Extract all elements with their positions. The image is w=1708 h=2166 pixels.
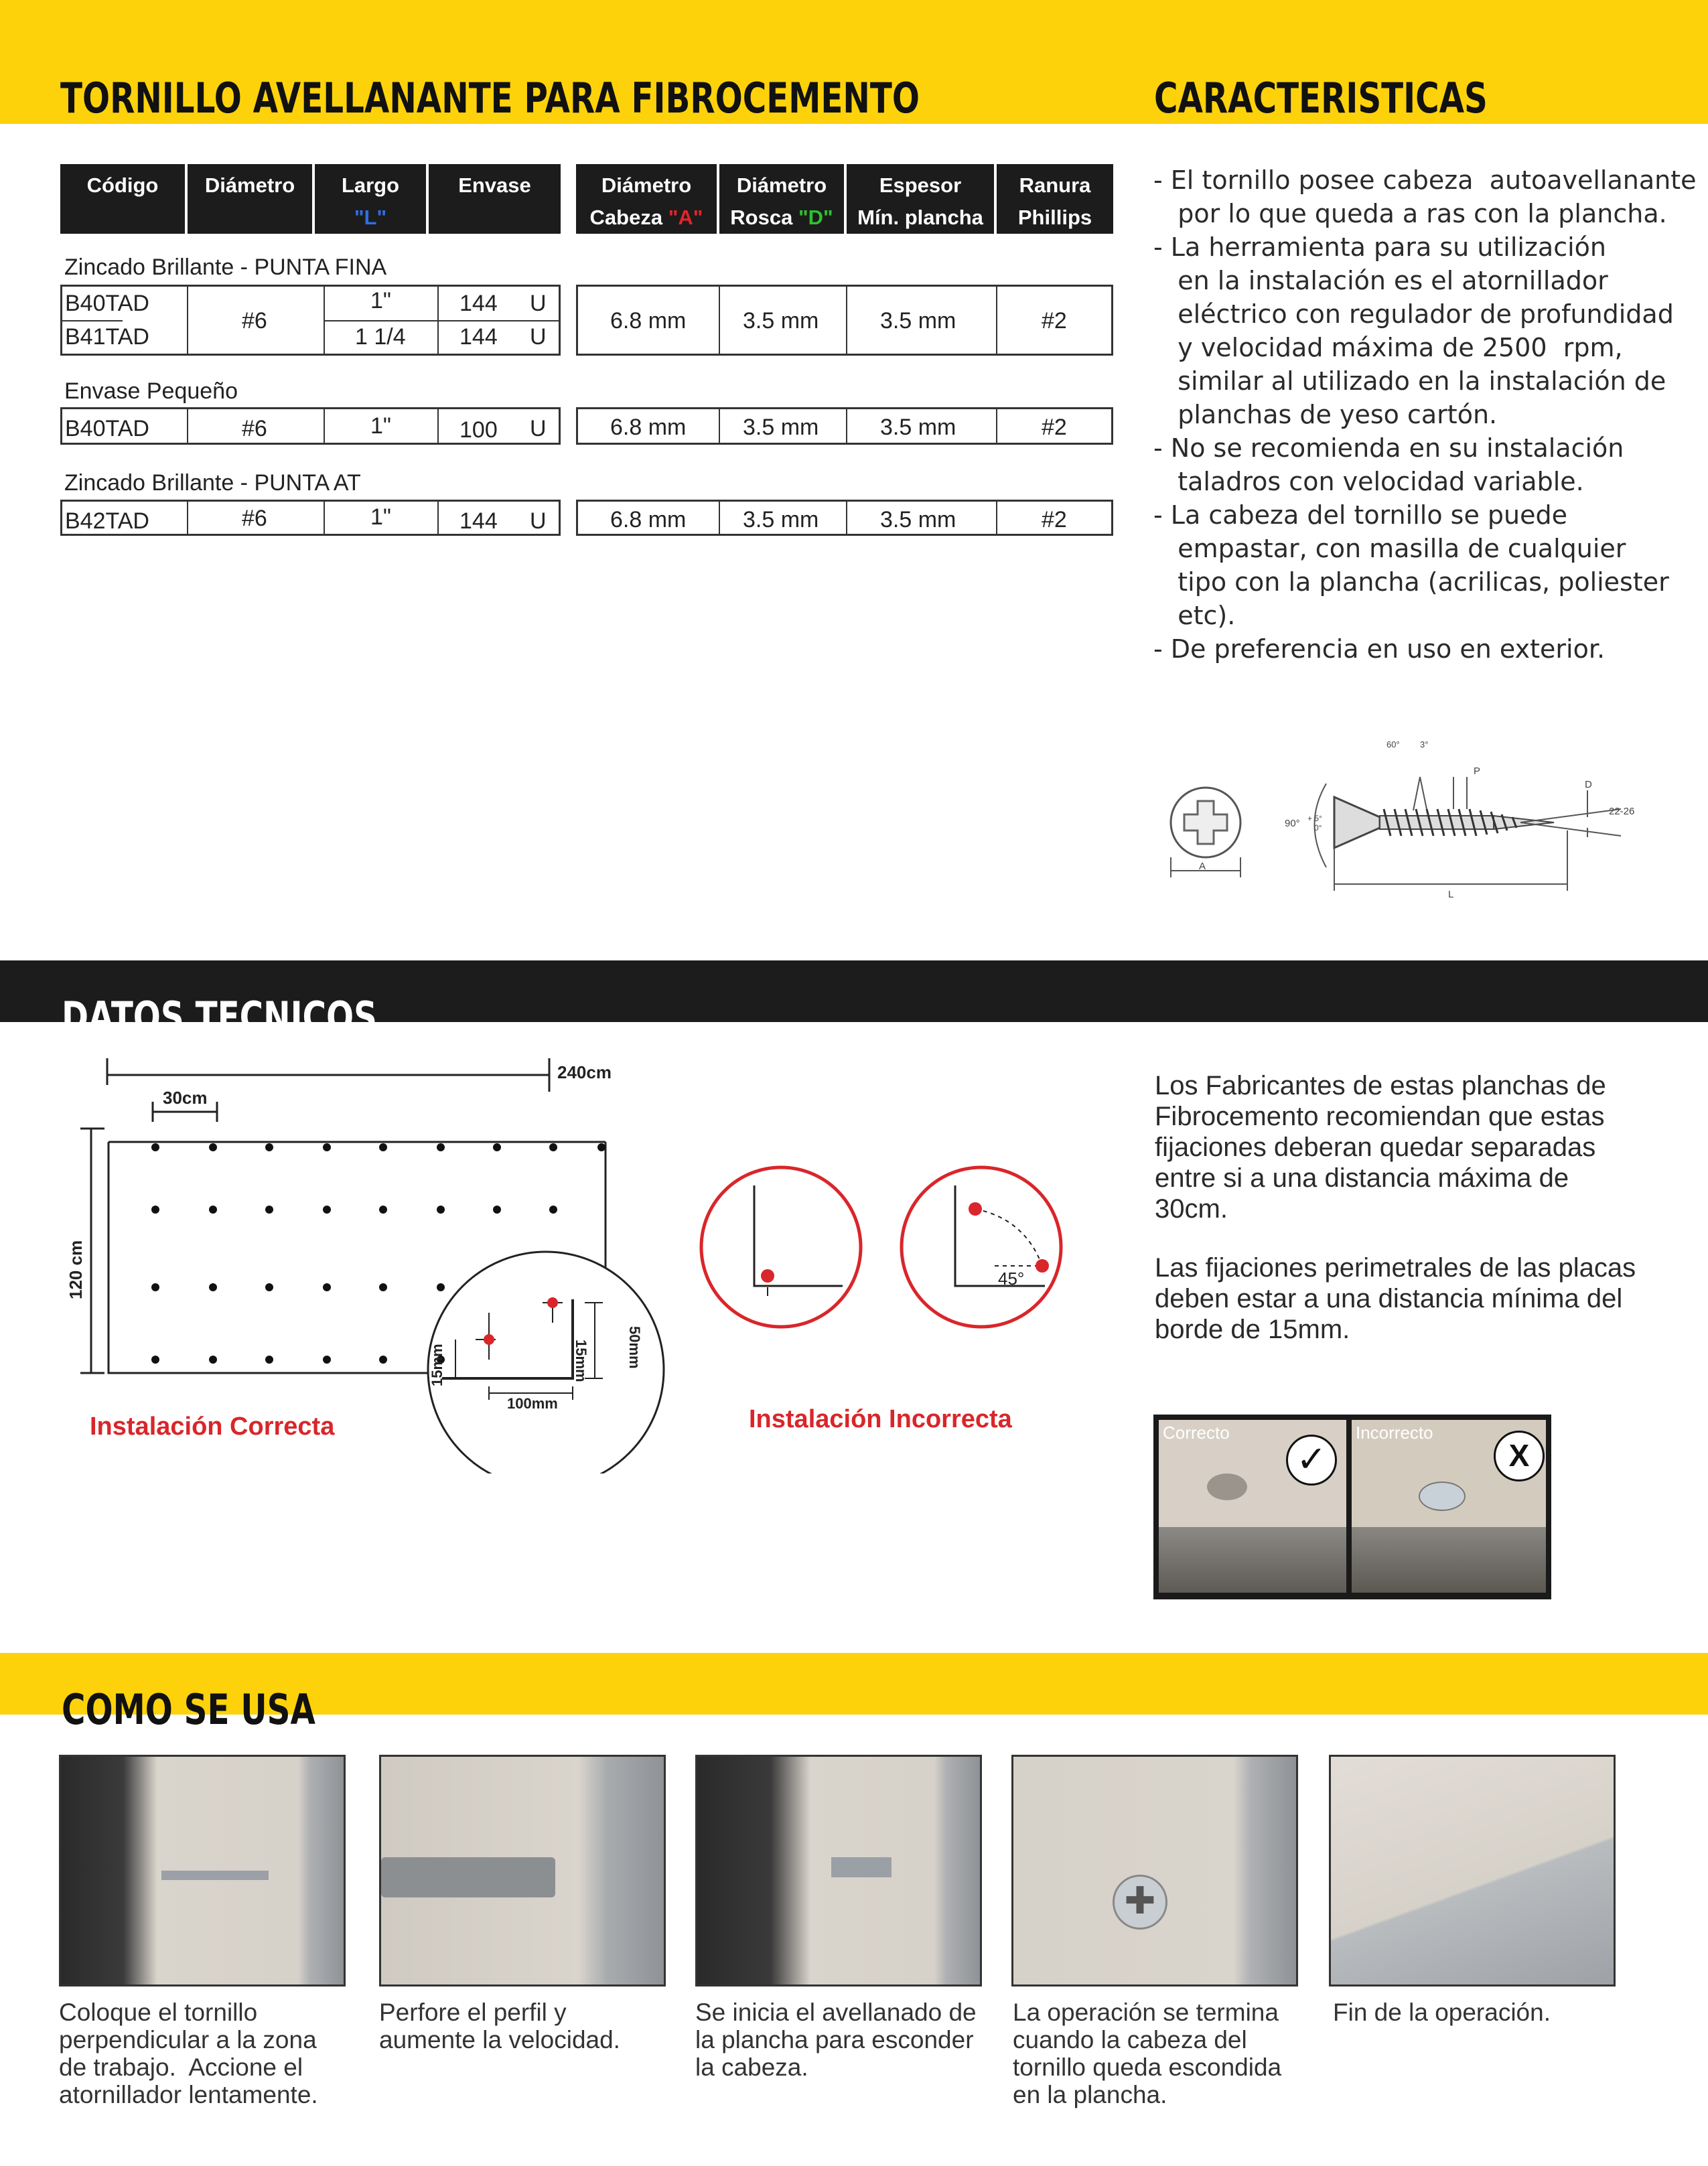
ranura-cell: #2: [1042, 507, 1067, 532]
header-diametro-cabeza: Diámetro Cabeza "A": [576, 164, 719, 234]
correct-photo: [1159, 1420, 1346, 1593]
correct-label: Correcto: [1163, 1423, 1230, 1443]
dim-240: 240cm: [557, 1062, 612, 1082]
header-codigo: Código: [60, 164, 188, 234]
unit-cell: U: [530, 291, 547, 316]
ranura-cell: #2: [1042, 415, 1067, 440]
correct-install-label: Instalación Correcta: [90, 1413, 335, 1441]
label-d: D: [1585, 779, 1592, 790]
table-row-group: [60, 285, 561, 356]
screw-protruding-icon: [1419, 1482, 1466, 1511]
datos-title: DATOS TECNICOS: [62, 993, 377, 1041]
code-cell: B40TAD: [65, 416, 149, 441]
step-3-photo: [695, 1755, 982, 1987]
label-60: 60°: [1386, 739, 1400, 749]
label-90: 90°: [1285, 818, 1300, 829]
espesor-cell: 3.5 mm: [880, 308, 956, 334]
drill-bit-icon: [831, 1857, 892, 1877]
largo-cell: 1 1/4: [355, 324, 406, 350]
table-row-group-specs: [576, 500, 1113, 536]
header-ranura: Ranura Phillips: [1017, 173, 1092, 229]
step-3-caption: Se inicia el avellanado de la plancha para esconder la cabeza.: [695, 1999, 977, 2081]
label-3: 3°: [1420, 739, 1429, 749]
group-title: Envase Pequeño: [64, 378, 238, 404]
dim-30: 30cm: [163, 1088, 208, 1108]
group-title: Zincado Brillante - PUNTA FINA: [64, 255, 387, 280]
dim-120: 120 cm: [66, 1240, 86, 1299]
datos-text-2: Las fijaciones perimetrales de las placas deben estar a una distancia mínima del borde de 15mm.: [1155, 1253, 1636, 1344]
unit-cell: U: [530, 324, 547, 350]
largo-cell: 1": [370, 413, 391, 439]
envase-cell: 144: [459, 324, 498, 350]
code-cell: B40TAD: [65, 291, 149, 316]
step-4-photo: [1011, 1755, 1298, 1987]
label-a: A: [1199, 861, 1206, 872]
x-icon: X: [1494, 1431, 1545, 1482]
dim-15mm-top: 15mm: [573, 1340, 589, 1382]
table-row-group: [60, 500, 561, 536]
espesor-cell: 3.5 mm: [880, 507, 956, 532]
usage-title: COMO SE USA: [62, 1685, 315, 1734]
comparison-photo: [1153, 1415, 1551, 1599]
table-row-group-specs: [576, 285, 1113, 356]
spec-table-header-right: [576, 164, 1113, 234]
dim-50mm: 50mm: [626, 1326, 643, 1369]
rosca-cell: 3.5 mm: [743, 415, 819, 440]
drill-bit-icon: [381, 1857, 555, 1897]
envase-cell: 144: [459, 508, 498, 534]
group-title: Zincado Brillante - PUNTA AT: [64, 470, 361, 496]
header-largo: Largo "L": [315, 164, 429, 234]
step-5-photo: [1329, 1755, 1616, 1987]
label-0: 0°: [1314, 823, 1322, 833]
phillips-head-icon: ✚: [1113, 1875, 1167, 1930]
label-tip-angle: 22-26: [1609, 806, 1635, 817]
incorrect-label: Incorrecto: [1356, 1423, 1433, 1443]
incorrect-install-label: Instalación Incorrecta: [749, 1405, 1012, 1433]
features-title: CARACTERISTICAS: [1154, 74, 1488, 123]
dim-15mm-left: 15mm: [429, 1344, 445, 1386]
rosca-cell: 3.5 mm: [743, 308, 819, 334]
datos-text-1: Los Fabricantes de estas planchas de Fibrocemento recomiendan que estas fijaciones deberan quedar separadas entre si a una distancia máxima de 30cm.: [1155, 1071, 1606, 1224]
incorrect-photo: [1352, 1420, 1546, 1593]
label-plus5: + 5°: [1307, 814, 1322, 823]
table-row-group: [60, 407, 561, 445]
step-4-caption: La operación se termina cuando la cabeza del tornillo queda escondida en la plancha.: [1013, 1999, 1282, 2108]
cabeza-cell: 6.8 mm: [610, 507, 687, 532]
screw-diagram: [1159, 730, 1654, 904]
step-2-photo: [379, 1755, 666, 1987]
dim-45: 45°: [998, 1269, 1025, 1289]
drill-bit-icon: [161, 1871, 269, 1880]
label-l: L: [1448, 889, 1454, 900]
code-cell: B41TAD: [65, 324, 149, 350]
header-diametro-rosca: Diámetro Rosca "D": [719, 164, 847, 234]
step-1-photo: [59, 1755, 346, 1987]
step-5-caption: Fin de la operación.: [1333, 1999, 1551, 2026]
header-espesor: Espesor Mín. plancha: [847, 164, 997, 234]
diameter-cell: #6: [242, 416, 267, 441]
rosca-cell: 3.5 mm: [743, 507, 819, 532]
cabeza-cell: 6.8 mm: [610, 308, 687, 334]
check-icon: ✓: [1286, 1435, 1337, 1486]
dim-100mm: 100mm: [507, 1395, 558, 1412]
features-list: - El tornillo posee cabeza autoavellanante por lo que queda a ras con la plancha. - La herramienta para su utilización en la instalación es el atornillador eléctrico con regulador de profundidad y velocidad máxima de 2500 rpm, similar al utilizado en la instalación de planchas de yeso cartón. - No se recomienda en su instalación taladros con velocidad variable. - La cabeza del tornillo se puede empastar, con masilla de cualquier tipo con la plancha (acrilicas, poliester etc). - De preferencia en uso en exterior.: [1153, 165, 1697, 664]
diameter-cell: #6: [242, 506, 267, 531]
header-diametro: Diámetro: [188, 164, 315, 234]
header-envase: Envase: [458, 173, 531, 197]
largo-cell: 1": [370, 288, 391, 313]
unit-cell: U: [530, 416, 547, 441]
envase-cell: 100: [459, 417, 498, 443]
envase-cell: 144: [459, 291, 498, 316]
step-2-caption: Perfore el perfil y aumente la velocidad.: [379, 1999, 620, 2053]
unit-cell: U: [530, 508, 547, 534]
largo-cell: 1": [370, 504, 391, 530]
diameter-cell: #6: [242, 308, 267, 334]
step-1-caption: Coloque el tornillo perpendicular a la zona de trabajo. Accione el atornillador lentamente.: [59, 1999, 318, 2108]
ranura-cell: #2: [1042, 308, 1067, 334]
cabeza-cell: 6.8 mm: [610, 415, 687, 440]
spec-table-header-left: [60, 164, 561, 234]
espesor-cell: 3.5 mm: [880, 415, 956, 440]
table-row-group-specs: [576, 407, 1113, 445]
page-title: TORNILLO AVELLANANTE PARA FIBROCEMENTO: [60, 74, 920, 123]
screw-flush-icon: [1207, 1473, 1247, 1500]
code-cell: B42TAD: [65, 508, 149, 534]
label-p: P: [1474, 766, 1481, 777]
